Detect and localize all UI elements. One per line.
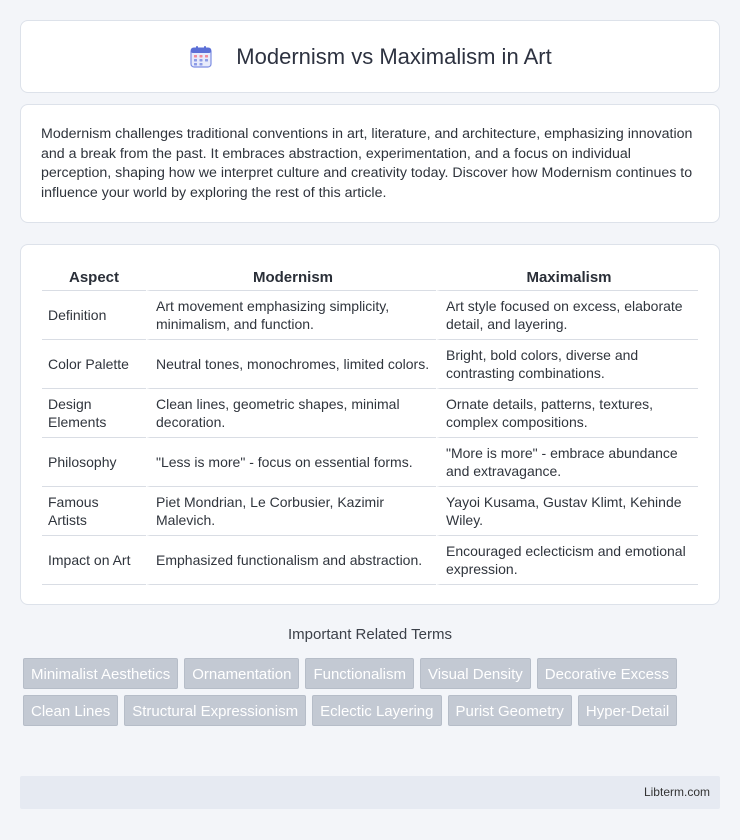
column-header-modernism: Modernism xyxy=(146,265,436,291)
intro-card xyxy=(20,104,720,223)
page-title: Modernism vs Maximalism in Art xyxy=(236,43,552,69)
comparison-table-card xyxy=(20,244,720,605)
row-maximalism: Yayoi Kusama, Gustav Klimt, Kehinde Wiley. xyxy=(436,487,698,536)
table-header-row xyxy=(42,265,698,291)
row-modernism: Piet Mondrian, Le Corbusier, Kazimir Malevich. xyxy=(146,487,436,536)
column-header-maximalism: Maximalism xyxy=(436,265,698,291)
related-term-tag[interactable]: Purist Geometry xyxy=(448,695,572,726)
row-maximalism: "More is more" - embrace abundance and extravagance. xyxy=(436,438,698,487)
row-maximalism: Ornate details, patterns, textures, complex compositions. xyxy=(436,389,698,438)
related-terms-title: Important Related Terms xyxy=(288,626,452,643)
footer-site-link[interactable]: Libterm.com xyxy=(643,785,710,799)
related-term-tag[interactable]: Visual Density xyxy=(420,658,531,689)
row-maximalism: Bright, bold colors, diverse and contrasting combinations. xyxy=(436,340,698,389)
related-term-tag[interactable]: Minimalist Aesthetics xyxy=(23,658,178,689)
footer-bar xyxy=(20,776,720,809)
header-card xyxy=(20,20,720,93)
table-row xyxy=(42,438,698,487)
table-row xyxy=(42,291,698,340)
row-modernism: Emphasized functionalism and abstraction. xyxy=(146,536,436,585)
row-aspect: Philosophy xyxy=(42,438,146,487)
row-modernism: Clean lines, geometric shapes, minimal decoration. xyxy=(146,389,436,438)
related-term-tag[interactable]: Hyper-Detail xyxy=(578,695,677,726)
related-term-tag[interactable]: Clean Lines xyxy=(23,695,118,726)
row-maximalism: Encouraged eclecticism and emotional expression. xyxy=(436,536,698,585)
table-row xyxy=(42,389,698,438)
calendar-grid-icon xyxy=(188,44,214,70)
row-modernism: Art movement emphasizing simplicity, minimalism, and function. xyxy=(146,291,436,340)
row-aspect: Impact on Art xyxy=(42,536,146,585)
row-aspect: Definition xyxy=(42,291,146,340)
related-term-tag[interactable]: Decorative Excess xyxy=(537,658,677,689)
row-modernism: Neutral tones, monochromes, limited colors. xyxy=(146,340,436,389)
table-row xyxy=(42,487,698,536)
row-aspect: Design Elements xyxy=(42,389,146,438)
related-term-tag[interactable]: Functionalism xyxy=(305,658,414,689)
related-terms-list xyxy=(23,658,723,732)
column-header-aspect: Aspect xyxy=(42,265,146,291)
row-aspect: Color Palette xyxy=(42,340,146,389)
related-term-tag[interactable]: Eclectic Layering xyxy=(312,695,441,726)
table-row xyxy=(42,536,698,585)
related-term-tag[interactable]: Structural Expressionism xyxy=(124,695,306,726)
intro-text: Modernism challenges traditional conventions in art, literature, and architecture, emphasizing innovation and a break from the past. It embraces abstraction, experimentation, and a focus on individual perception, shaping how we interpret culture and creativity today. Discover how Modernism continues to influence your world by exploring the rest of this article. xyxy=(41,126,693,201)
comparison-table xyxy=(42,265,698,585)
table-row xyxy=(42,340,698,389)
row-maximalism: Art style focused on excess, elaborate detail, and layering. xyxy=(436,291,698,340)
row-aspect: Famous Artists xyxy=(42,487,146,536)
related-term-tag[interactable]: Ornamentation xyxy=(184,658,299,689)
row-modernism: "Less is more" - focus on essential forms. xyxy=(146,438,436,487)
